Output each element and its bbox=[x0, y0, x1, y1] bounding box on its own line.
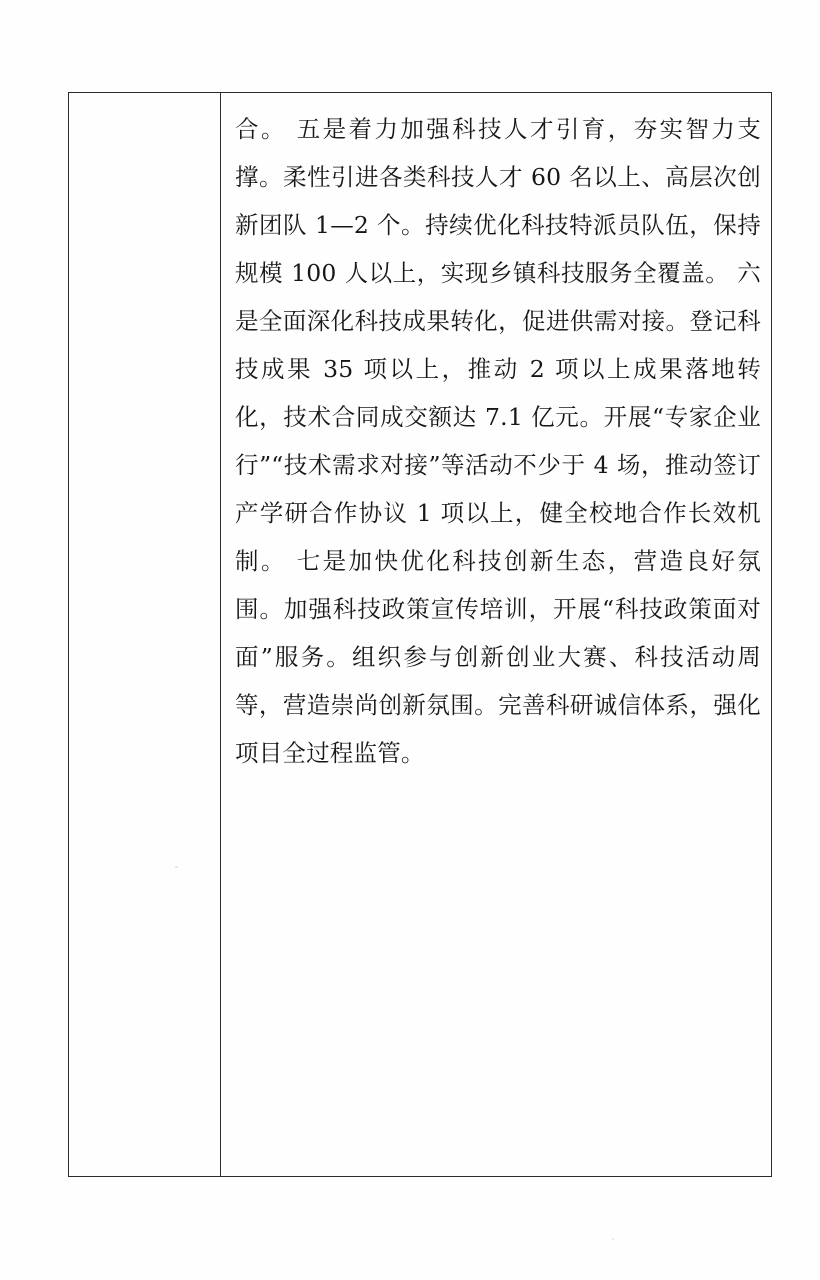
table-label-column bbox=[69, 93, 221, 1176]
table-body-column bbox=[221, 93, 771, 1176]
content-table bbox=[68, 92, 772, 1177]
scan-speckle bbox=[175, 866, 178, 868]
scan-speckle bbox=[612, 1238, 614, 1240]
body-paragraph: 合。 五是着力加强科技人才引育，夯实智力支撑。柔性引进各类科技人才 60 名以上、高层次创新团队 1—2 个。持续优化科技特派员队伍，保持规模 100 人以上，实现乡镇科技服务全覆盖。 六是全面深化科技成果转化，促进供需对接。登记科技成果 35 项以上，推动 2 项以上成果落地转化，技术合同成交额达 7.1 亿元。开展“专家企业行”“技术需求对接”等活动不少于 4 场，推动签订产学研合作协议 1 项以上，健全校地合作长效机制。 七是加快优化科技创新生态，营造良好氛围。加强科技政策宣传培训，开展“科技政策面对面”服务。组织参与创新创业大赛、科技活动周等，营造崇尚创新氛围。完善科研诚信体系，强化项目全过程监管。 bbox=[235, 115, 761, 767]
